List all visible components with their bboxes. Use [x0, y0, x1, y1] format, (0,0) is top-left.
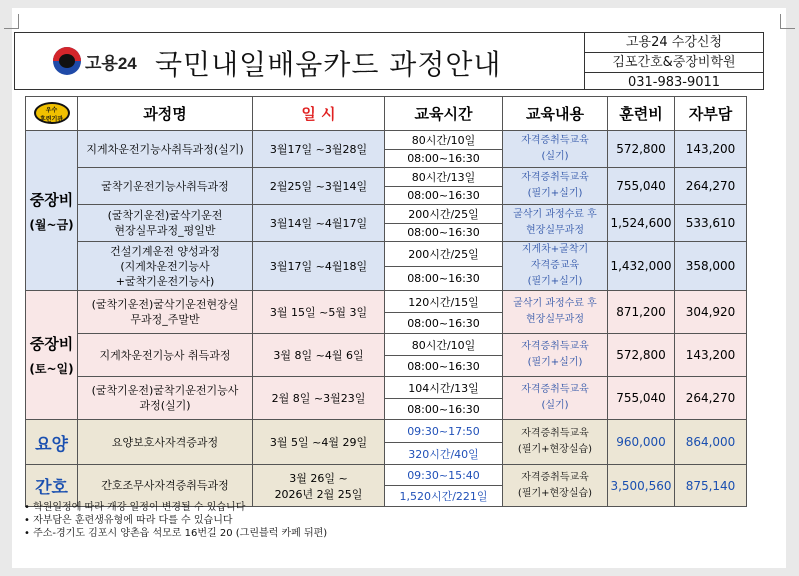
course-time: 08:00~16:30: [385, 313, 503, 334]
table-row: [26, 291, 747, 313]
period-line: 3월 5일 ~4월 29일: [269, 436, 368, 449]
course-name-line: 무과정_주말반: [130, 313, 200, 326]
group-label: 간호: [35, 478, 68, 498]
training-fee: 871,200: [608, 291, 675, 334]
content-line: 현장실무과정: [526, 225, 584, 236]
table-row: [26, 168, 747, 187]
self-payment: 864,000: [675, 420, 747, 465]
course-name-line: (지게차운전기능사: [120, 259, 210, 273]
content-line: 자격증교육: [530, 260, 580, 271]
course-name: [78, 205, 253, 242]
note-item: • 자부담은 훈련생유형에 따라 다를 수 있습니다: [24, 514, 327, 527]
course-name: [78, 377, 253, 420]
period-line: 3월14일 ~4월17일: [269, 217, 368, 230]
table-row: [26, 334, 747, 356]
badge-cell: [26, 97, 78, 131]
contact-info-box: [584, 32, 764, 90]
content-line: (실기): [541, 151, 569, 162]
self-payment: 143,200: [675, 334, 747, 377]
course-hours: 104시간/13일: [385, 377, 503, 399]
column-header: 과정명: [78, 97, 253, 131]
group-days: (월~금): [29, 217, 74, 232]
course-name: [78, 242, 253, 291]
course-name-line: 굴착기운전기능사취득과정: [101, 179, 229, 193]
group-days: (토~일): [29, 362, 74, 376]
course-schedule-table: [25, 96, 747, 507]
content-line: (필기+현장실습): [517, 487, 593, 499]
notes: [24, 501, 327, 540]
course-time: 08:00~16:30: [385, 267, 503, 291]
course-period: [253, 131, 385, 168]
content-line: 지게차+굴착기: [521, 244, 589, 255]
group-label-cell: [26, 131, 78, 291]
content-line: (필기+실기): [527, 188, 583, 199]
group-label: 요양: [35, 434, 68, 455]
content-line: (필기+현장실습): [517, 444, 593, 455]
period-line: 3월17일 ~4월18일: [269, 260, 368, 273]
training-fee: 960,000: [608, 420, 675, 465]
self-payment: 304,920: [675, 291, 747, 334]
course-content: [503, 242, 608, 291]
course-name: [78, 334, 253, 377]
course-time: 320시간/40일: [385, 443, 503, 465]
period-line: 3월 26일 ~: [289, 471, 348, 485]
self-payment: 264,270: [675, 377, 747, 420]
course-name-line: 현장실무과정_평일반: [114, 224, 216, 237]
course-name-line: (굴착기운전)굴착기운전기능사: [91, 384, 239, 397]
table-row: [26, 242, 747, 267]
column-header: 교육시간: [385, 97, 503, 131]
info-line: 031-983-9011: [627, 75, 721, 90]
period-line: 3월 8일 ~4월 6일: [273, 349, 364, 362]
course-content: [503, 291, 608, 334]
crop-mark: [4, 14, 19, 29]
course-time: 08:00~16:30: [385, 399, 503, 420]
course-time: 1,520시간/221일: [385, 486, 503, 507]
course-hours: 80시간/13일: [385, 168, 503, 187]
group-label: 중장비: [29, 190, 74, 209]
content-line: 자격증취득교육: [521, 428, 589, 439]
course-name: [78, 291, 253, 334]
training-fee: 3,500,560: [608, 465, 675, 507]
course-name-line: +굴착기운전기능사): [115, 274, 215, 288]
training-fee: 755,040: [608, 168, 675, 205]
period-line: 3월 15일 ~5월 3일: [269, 306, 368, 319]
course-name-line: 지게차운전기능사 취득과정: [99, 348, 231, 362]
content-line: (필기+실기): [527, 276, 583, 287]
course-hours: 120시간/15일: [385, 291, 503, 313]
self-payment: 264,270: [675, 168, 747, 205]
header-box: [14, 32, 764, 90]
content-line: 자격증취득교육: [521, 135, 589, 146]
course-time: 08:00~16:30: [385, 150, 503, 168]
group-label: 중장비: [29, 335, 74, 353]
course-name-line: 지게차운전기능사취득과정(실기): [86, 142, 244, 156]
course-name-line: (굴착기운전)굴삭기운전현장실: [91, 298, 239, 311]
course-hours: 200시간/25일: [385, 205, 503, 224]
content-line: 굴삭기 과정수료 후: [513, 209, 597, 220]
self-payment: 533,610: [675, 205, 747, 242]
table-row: [26, 131, 747, 150]
course-name: [78, 420, 253, 465]
logo: [53, 47, 137, 75]
column-header: 일 시: [253, 97, 385, 131]
excellent-institution-badge: 우수 훈련기관: [34, 102, 70, 124]
content-line: 현장실무과정: [526, 314, 584, 325]
course-content: [503, 420, 608, 465]
course-content: [503, 205, 608, 242]
course-content: [503, 465, 608, 507]
course-hours: 200시간/25일: [385, 242, 503, 267]
course-time: 08:00~16:30: [385, 187, 503, 205]
training-fee: 1,524,600: [608, 205, 675, 242]
training-fee: 572,800: [608, 334, 675, 377]
training-fee: 755,040: [608, 377, 675, 420]
column-header: 자부담: [675, 97, 747, 131]
table-row: [26, 465, 747, 486]
course-content: [503, 377, 608, 420]
course-period: [253, 291, 385, 334]
note-item: • 학원일정에 따라 개강 일정이 변경될 수 있습니다: [24, 501, 327, 514]
page-title: 국민내일배움카드 과정안내: [155, 48, 502, 81]
content-line: 자격증취득교육: [521, 341, 589, 352]
course-period: [253, 168, 385, 205]
period-line: 2월25일 ~3월14일: [269, 180, 368, 193]
course-time: 08:00~16:30: [385, 356, 503, 377]
column-header: 훈련비: [608, 97, 675, 131]
course-name-line: 간호조무사자격증취득과정: [101, 479, 229, 492]
training-fee: 1,432,000: [608, 242, 675, 291]
course-period: [253, 242, 385, 291]
info-line: 김포간호&중장비학원: [585, 53, 763, 73]
course-content: [503, 131, 608, 168]
table-row: [26, 420, 747, 443]
course-name-line: (굴착기운전)굴삭기운전: [107, 209, 223, 222]
course-period: [253, 205, 385, 242]
note-item: • 주소-경기도 김포시 양촌읍 석모로 16번길 20 (그린블럭 카페 뒤편): [24, 527, 327, 540]
group-label-cell: [26, 291, 78, 420]
table-row: [26, 377, 747, 399]
course-name: [78, 168, 253, 205]
goyong24-logo-icon: [53, 47, 81, 75]
course-period: [253, 420, 385, 465]
period-line: 2월 8일 ~3월23일: [271, 392, 366, 405]
course-hours: 09:30~15:40: [385, 465, 503, 486]
content-line: 자격증취득교육: [521, 172, 589, 183]
period-line: 3월17일 ~3월28일: [269, 143, 368, 156]
course-period: [253, 377, 385, 420]
content-line: 자격증취득교육: [521, 471, 589, 483]
course-name-line: 과정(실기): [139, 399, 191, 412]
content-line: 자격증취득교육: [521, 384, 589, 395]
course-hours: 80시간/10일: [385, 131, 503, 150]
content-line: 굴삭기 과정수료 후: [513, 298, 597, 309]
course-period: [253, 334, 385, 377]
self-payment: 875,140: [675, 465, 747, 507]
course-name: [78, 131, 253, 168]
self-payment: 358,000: [675, 242, 747, 291]
course-name-line: 요양보호사자격증과정: [111, 435, 219, 449]
content-line: (필기+실기): [527, 357, 583, 368]
logo-text: 고용24: [85, 53, 137, 73]
course-name-line: 건설기계운전 양성과정: [110, 244, 220, 258]
crop-mark: [780, 14, 795, 29]
course-content: [503, 334, 608, 377]
column-header: 교육내용: [503, 97, 608, 131]
course-hours: 09:30~17:50: [385, 420, 503, 443]
period-line: 2026년 2월 25일: [274, 487, 363, 501]
course-time: 08:00~16:30: [385, 224, 503, 242]
course-content: [503, 168, 608, 205]
self-payment: 143,200: [675, 131, 747, 168]
content-line: (실기): [541, 400, 569, 411]
training-fee: 572,800: [608, 131, 675, 168]
course-hours: 80시간/10일: [385, 334, 503, 356]
group-label-cell: [26, 420, 78, 465]
info-line: 고용24 수강신청: [585, 33, 763, 53]
table-row: [26, 205, 747, 224]
